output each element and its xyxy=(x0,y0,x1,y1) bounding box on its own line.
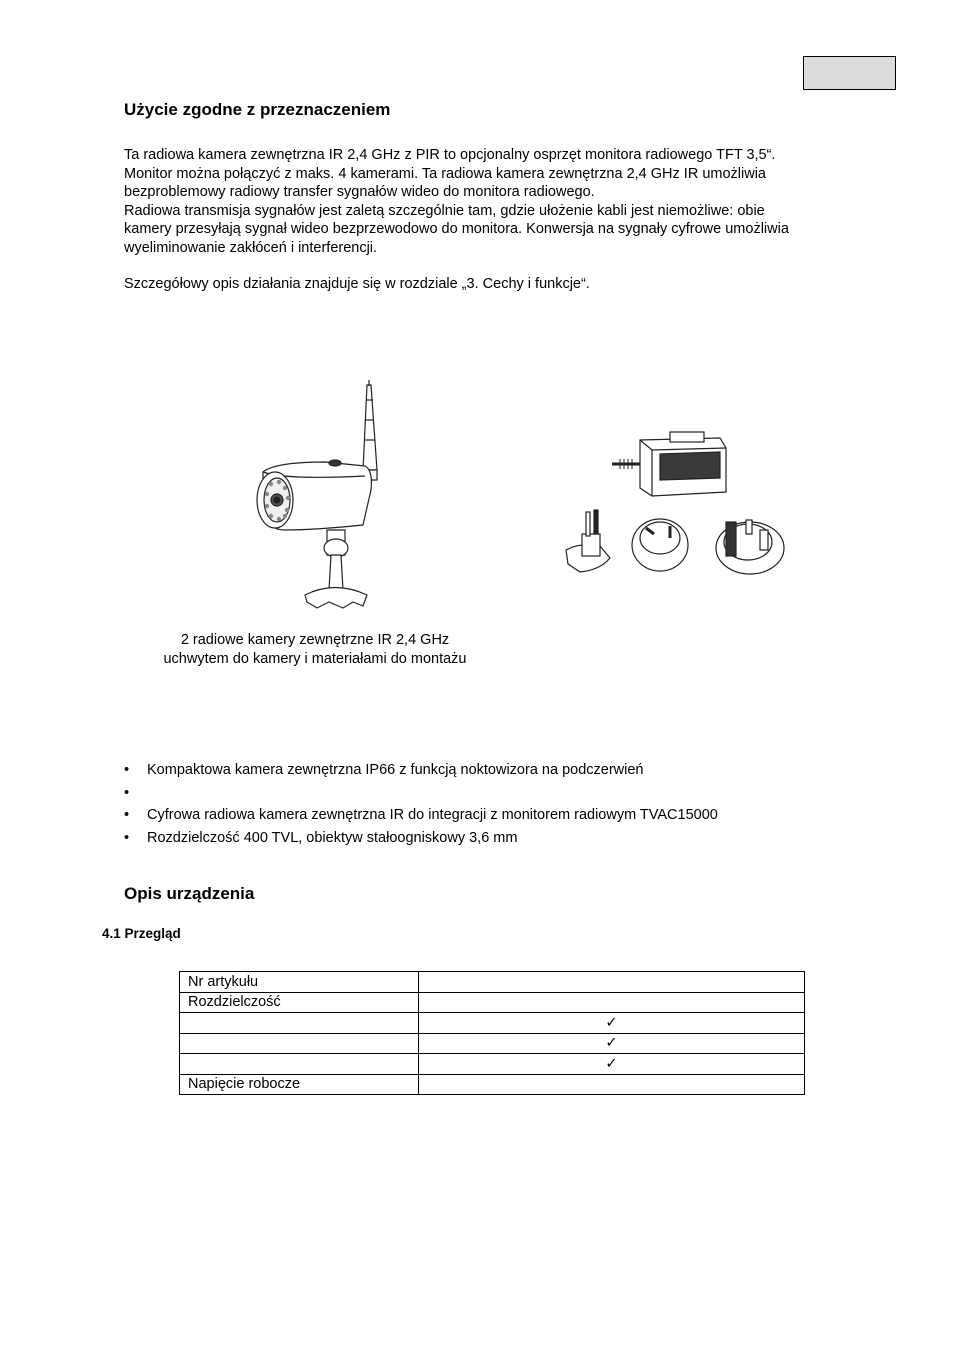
device-description-heading: Opis urządzenia xyxy=(124,884,255,903)
paragraph-line: Radiowa transmisja sygnałów jest zaletą szczególnie tam, gdzie ułożenie kabli jest niemożliwe: obie xyxy=(124,202,765,219)
list-item-text: Rozdzielczość 400 TVL, obiektyw stałoogniskowy 3,6 mm xyxy=(147,829,518,846)
table-row xyxy=(180,1054,805,1075)
features-list xyxy=(124,760,824,850)
table-cell xyxy=(419,992,805,1013)
table-cell xyxy=(180,1013,419,1034)
overview-table xyxy=(179,971,805,1095)
table-row xyxy=(180,972,805,993)
list-item-text: Cyfrowa radiowa kamera zewnętrzna IR do integracji z monitorem radiowym TVAC15000 xyxy=(147,807,718,823)
paragraph-line: bezproblemowy radiowy transfer sygnałów wideo do monitora radiowego. xyxy=(124,184,595,201)
bullet-icon: • xyxy=(124,807,130,823)
power-adapter-illustration xyxy=(560,430,790,580)
table-cell: Napięcie robocze xyxy=(180,1074,419,1095)
checkmark-icon: ✓ xyxy=(419,1013,805,1034)
paragraph-line: Ta radiowa kamera zewnętrzna IR 2,4 GHz z PIR to opcjonalny osprzęt monitora radiowego TFT 3,5“. xyxy=(124,147,776,163)
table-cell: Nr artykułu xyxy=(180,972,419,993)
paragraph-line: kamery przesyłają sygnał wideo bezprzewodowo do monitora. Konwersja na sygnały cyfrowe umożliwia xyxy=(124,221,789,238)
table-cell xyxy=(419,1074,805,1095)
table-row xyxy=(180,1033,805,1054)
table-cell xyxy=(180,1033,419,1054)
table-row xyxy=(180,1013,805,1034)
checkmark-icon: ✓ xyxy=(419,1033,805,1054)
intended-use-paragraph xyxy=(124,146,884,258)
table-cell xyxy=(419,972,805,993)
checkmark-icon: ✓ xyxy=(419,1054,805,1075)
page-number-tab xyxy=(803,56,896,90)
list-item-text: Kompaktowa kamera zewnętrzna IP66 z funkcją noktowizora na podczerwień xyxy=(147,762,644,778)
intended-use-heading: Użycie zgodne z przeznaczeniem xyxy=(124,100,391,119)
table-cell xyxy=(180,1054,419,1075)
table-cell: Rozdzielczość xyxy=(180,992,419,1013)
bullet-icon: • xyxy=(124,829,130,846)
bullet-icon: • xyxy=(124,762,130,778)
figure-caption xyxy=(140,631,490,669)
overview-subheading: 4.1 Przegląd xyxy=(102,926,181,941)
camera-illustration xyxy=(245,380,390,612)
paragraph-line: wyeliminowanie zakłóceń i interferencji. xyxy=(124,239,378,256)
list-item xyxy=(124,828,824,851)
table-row xyxy=(180,992,805,1013)
chapter-reference-text: Szczegółowy opis działania znajduje się w rozdziale „3. Cechy i funkcje“. xyxy=(124,276,590,292)
caption-line: 2 radiowe kamery zewnętrzne IR 2,4 GHz xyxy=(180,632,450,648)
bullet-icon: • xyxy=(124,784,130,801)
list-item xyxy=(124,783,824,806)
paragraph-line: Monitor można połączyć z maks. 4 kamerami. Ta radiowa kamera zewnętrzna 2,4 GHz IR umożliwia xyxy=(124,165,766,182)
table-row xyxy=(180,1074,805,1095)
list-item xyxy=(124,760,824,783)
list-item xyxy=(124,805,824,828)
caption-line: uchwytem do kamery i materiałami do montażu xyxy=(163,651,467,667)
